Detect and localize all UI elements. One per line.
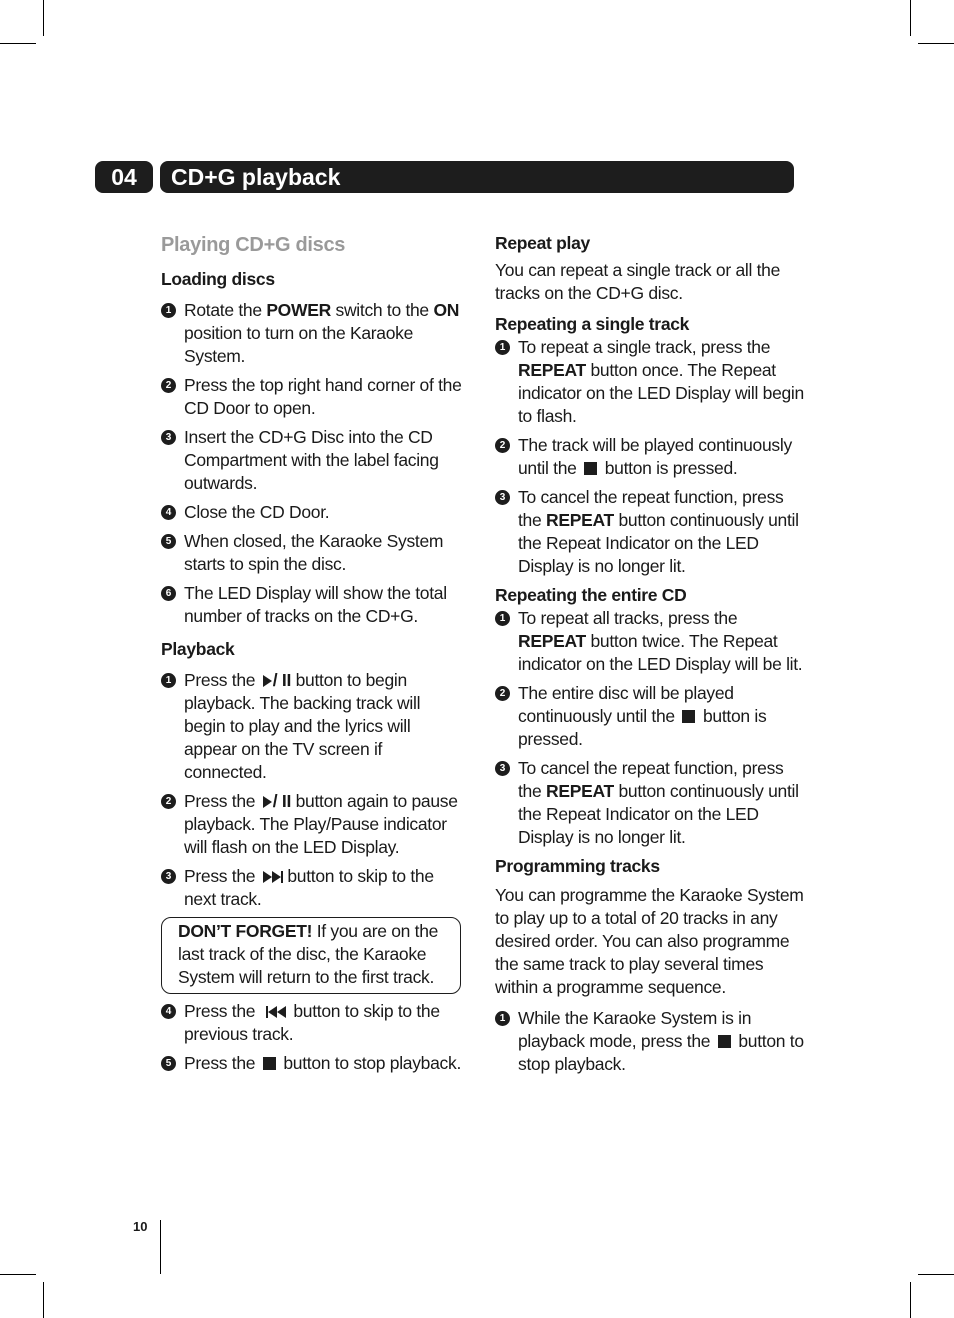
section-title: Playing CD+G discs xyxy=(161,234,346,256)
page-number: 10 xyxy=(133,1219,148,1234)
subheading-repeat: Repeat play xyxy=(495,233,590,253)
entire-cd-steps xyxy=(495,607,805,849)
stop-icon xyxy=(584,462,597,475)
crop-mark xyxy=(43,0,44,36)
list-item: 5 When closed, the Karaoke System starts to spin the disc. xyxy=(161,530,465,576)
play-icon xyxy=(263,796,272,808)
right-column xyxy=(495,232,805,1082)
single-track-steps xyxy=(495,336,805,578)
crop-mark xyxy=(43,1282,44,1318)
step-number: 3 xyxy=(161,430,176,445)
list-item: 5 Press the button to stop playback. xyxy=(161,1052,465,1075)
crop-mark xyxy=(918,1274,954,1275)
list-item: 3 Press the button to skip to the next track. xyxy=(161,865,465,911)
stop-icon xyxy=(263,1057,276,1070)
list-item: 6 The LED Display will show the total number of tracks on the CD+G. xyxy=(161,582,465,628)
list-item: 4 Close the CD Door. xyxy=(161,501,465,524)
note-text: If you are on the last track of the disc, the Karaoke System will return to the first track. xyxy=(178,921,439,987)
step-number: 5 xyxy=(161,534,176,549)
step-number: 5 xyxy=(161,1056,176,1071)
list-item: 2 Press the / II button again to pause playback. The Play/Pause indicator will flash on the LED Display. xyxy=(161,790,465,859)
step-number: 1 xyxy=(495,1011,510,1026)
dont-forget-note xyxy=(161,917,461,994)
subheading-loading: Loading discs xyxy=(161,269,275,289)
chapter-header xyxy=(95,161,794,193)
list-item: 1 To repeat all tracks, press the REPEAT button twice. The Repeat indicator on the LED Display will be lit. xyxy=(495,607,805,676)
step-number: 2 xyxy=(161,794,176,809)
step-number: 1 xyxy=(495,611,510,626)
step-number: 1 xyxy=(161,673,176,688)
chapter-title: CD+G playback xyxy=(160,161,794,193)
list-item: 1 Press the / II button to begin playback. The backing track will begin to play and the lyrics will appear on the TV screen if connected. xyxy=(161,669,465,784)
left-column xyxy=(161,232,465,1081)
crop-mark xyxy=(918,43,954,44)
list-item: 1 To repeat a single track, press the REPEAT button once. The Repeat indicator on the LED Display will begin to flash. xyxy=(495,336,805,428)
step-number: 2 xyxy=(161,378,176,393)
step-number: 2 xyxy=(495,686,510,701)
loading-steps xyxy=(161,299,465,628)
list-item: 1 While the Karaoke System is in playback mode, press the button to stop playback. xyxy=(495,1007,805,1076)
chapter-number: 04 xyxy=(95,161,153,193)
list-item: 2 Press the top right hand corner of the CD Door to open. xyxy=(161,374,465,420)
skip-next-icon xyxy=(260,866,283,886)
crop-mark xyxy=(910,1282,911,1318)
list-item: 3 Insert the CD+G Disc into the CD Compartment with the label facing outwards. xyxy=(161,426,465,495)
step-number: 4 xyxy=(161,1004,176,1019)
play-icon xyxy=(263,675,272,687)
skip-previous-icon xyxy=(266,1001,286,1021)
subheading-single: Repeating a single track xyxy=(495,314,690,334)
subheading-playback: Playback xyxy=(161,639,235,659)
step-number: 3 xyxy=(495,761,510,776)
subheading-programming: Programming tracks xyxy=(495,856,660,876)
step-number: 3 xyxy=(161,869,176,884)
step-number: 1 xyxy=(495,340,510,355)
footer-divider xyxy=(160,1220,161,1274)
subheading-entire: Repeating the entire CD xyxy=(495,585,687,605)
list-item: 2 The track will be played continuously until the button is pressed. xyxy=(495,434,805,480)
repeat-intro: You can repeat a single track or all the tracks on the CD+G disc. xyxy=(495,260,781,303)
stop-icon xyxy=(718,1035,731,1048)
stop-icon xyxy=(682,710,695,723)
crop-mark xyxy=(0,1274,36,1275)
list-item: 3 To cancel the repeat function, press the REPEAT button continuously until the Repeat Indicator on the LED Display is no longer lit. xyxy=(495,757,805,849)
step-number: 2 xyxy=(495,438,510,453)
programming-intro: You can programme the Karaoke System to play up to a total of 20 tracks in any desired order. You can also programme the same track to play several times within a programme sequence. xyxy=(495,885,804,997)
step-number: 6 xyxy=(161,586,176,601)
step-number: 1 xyxy=(161,303,176,318)
programming-steps xyxy=(495,1007,805,1076)
list-item: 3 To cancel the repeat function, press the REPEAT button continuously until the Repeat Indicator on the LED Display is no longer lit. xyxy=(495,486,805,578)
playback-steps-continued xyxy=(161,1000,465,1075)
list-item: 1 Rotate the POWER switch to the ON position to turn on the Karaoke System. xyxy=(161,299,465,368)
list-item: 4 Press the button to skip to the previous track. xyxy=(161,1000,465,1046)
crop-mark xyxy=(910,0,911,36)
step-number: 4 xyxy=(161,505,176,520)
list-item: 2 The entire disc will be played continuously until the button is pressed. xyxy=(495,682,805,751)
playback-steps xyxy=(161,669,465,911)
note-label: DON’T FORGET! xyxy=(178,921,313,941)
step-number: 3 xyxy=(495,490,510,505)
crop-mark xyxy=(0,43,36,44)
